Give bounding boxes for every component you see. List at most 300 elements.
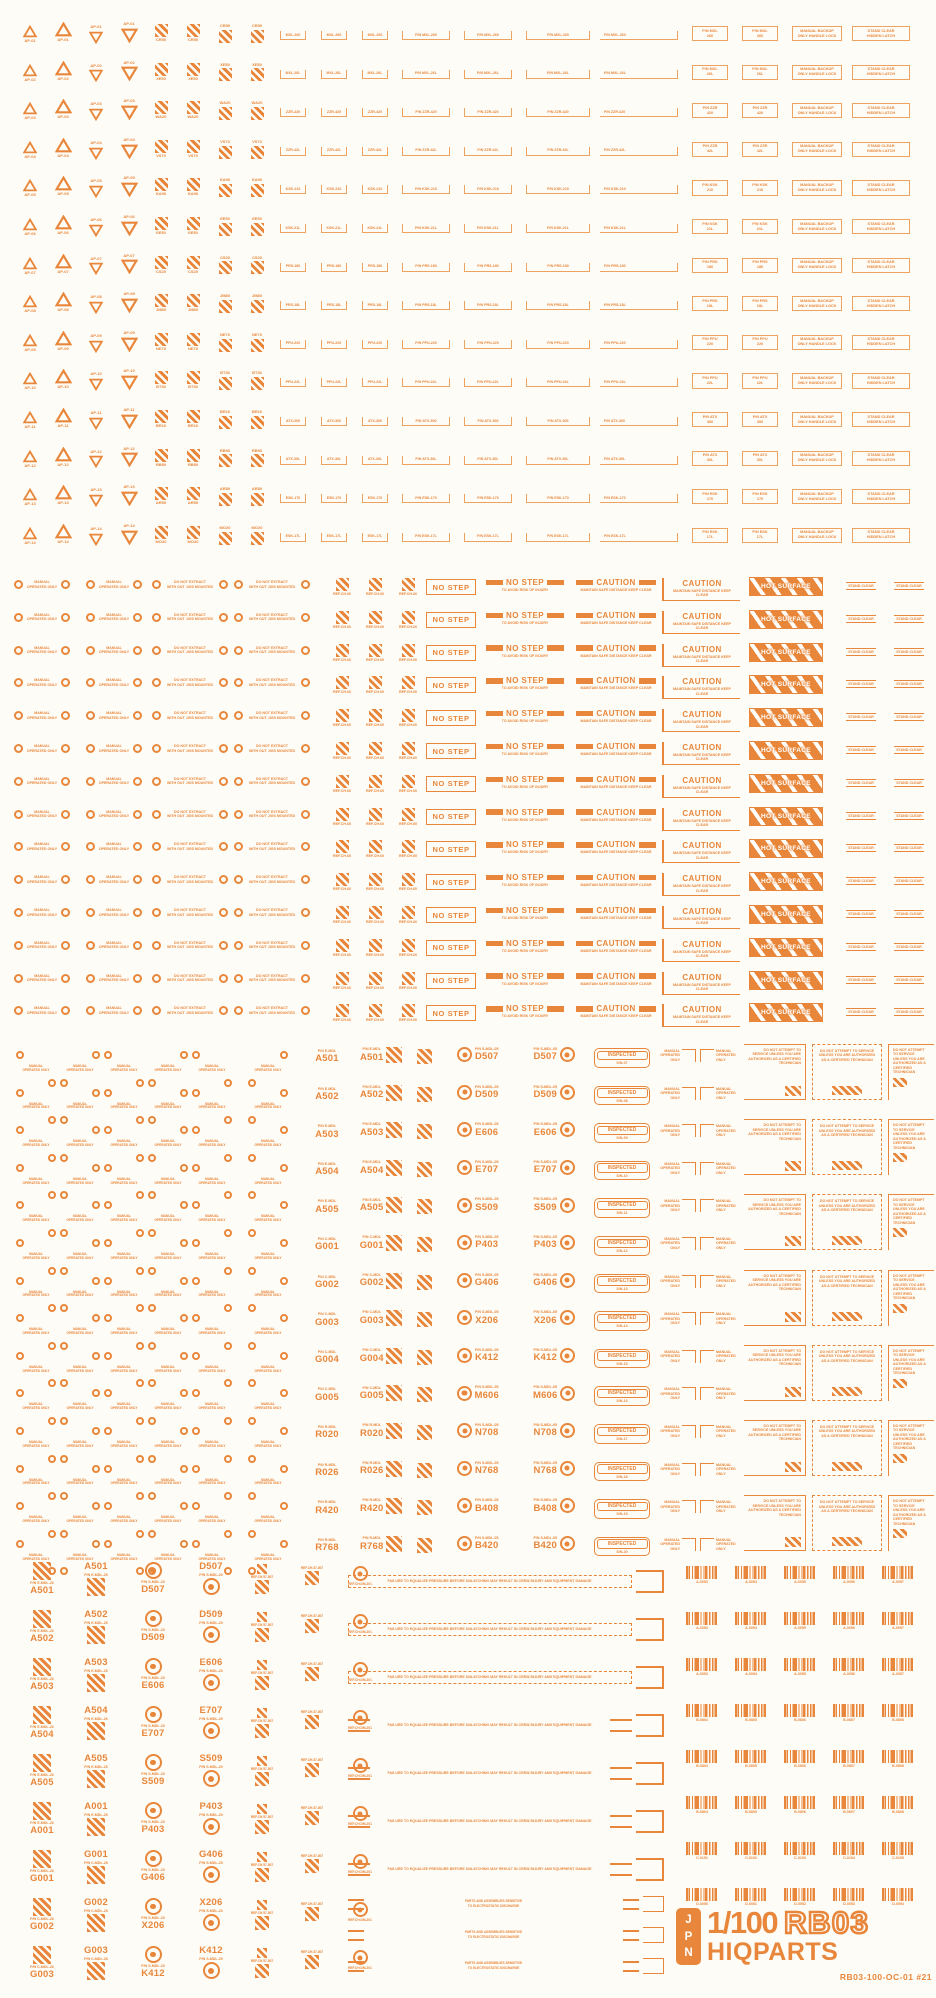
decal-text: P/N R-MDL xyxy=(317,1425,337,1429)
decal-text: P/N E-MDL-26 xyxy=(30,1725,54,1729)
bracket-part-label-wide: P/N PPU-220 xyxy=(526,340,590,349)
bullseye-part-stack-flipped xyxy=(184,1610,238,1643)
hazard-ref-label xyxy=(363,906,387,924)
hazard-stripes-icon xyxy=(785,1086,801,1096)
warning-triangle-up-small xyxy=(20,218,40,237)
hazard-square xyxy=(414,1425,434,1440)
decal-text: CS20 xyxy=(251,254,262,260)
hazard-code-label xyxy=(214,63,236,82)
ring-icon xyxy=(152,777,161,786)
ring-icon xyxy=(92,1352,100,1360)
decal-text: A501 xyxy=(359,1051,384,1063)
decal-text: A-0055 xyxy=(794,1580,806,1584)
hazard-stripes-icon xyxy=(402,578,415,591)
part-code-label xyxy=(306,1463,348,1478)
ring-icon xyxy=(180,1051,188,1059)
corner-bracket-icon xyxy=(682,1049,696,1062)
ring-icon xyxy=(92,1314,100,1322)
decal-text: G005 xyxy=(314,1391,340,1403)
hazard-square xyxy=(414,1124,434,1139)
hazard-stripes-icon xyxy=(369,709,382,722)
ring-icon xyxy=(180,1126,188,1134)
part-code-hazard-label xyxy=(352,1348,410,1364)
decal-text: P/N E-MDL xyxy=(362,1047,381,1052)
bullseye-icon xyxy=(457,1536,472,1551)
barcode-label xyxy=(684,1704,720,1722)
decal-text: JM80 xyxy=(187,307,198,313)
ring-icon xyxy=(92,1277,100,1285)
hazard-code-label xyxy=(182,63,204,82)
warning-triangle-down-large xyxy=(118,99,140,120)
bracket-part-label-wide: P/N MXL-260 xyxy=(464,31,512,40)
warning-triangle-down-icon xyxy=(121,452,138,467)
warning-triangle-up-large xyxy=(52,292,74,313)
hazard-code-label xyxy=(246,140,268,159)
caution-bracket-badge: CAUTION MAINTAIN SAFE DISTANCE KEEP CLEAR xyxy=(662,644,740,667)
decal-text: REF.CH.DM-201 xyxy=(348,1870,372,1874)
no-step-bars-badge: NO STEP TO AVOID RISK OF INJURY xyxy=(482,1004,568,1018)
hazard-stripes-icon xyxy=(155,333,168,346)
circle-pair-label xyxy=(152,1006,228,1015)
circle-pair-diagonal: MANUAL OPERATED ONLY xyxy=(14,1159,58,1205)
hazard-stripes-icon xyxy=(187,449,200,462)
decal-text: A-0057 xyxy=(892,1672,904,1676)
ring-icon xyxy=(133,711,142,720)
hazard-code-label xyxy=(214,333,236,352)
circle-pair-diagonal: MANUAL OPERATED ONLY xyxy=(246,1272,290,1318)
ring-icon xyxy=(152,646,161,655)
decal-text: REF.CH.57-807 xyxy=(250,1767,274,1771)
bullseye-part-label xyxy=(442,1047,514,1062)
barcode-label xyxy=(684,1842,720,1860)
hazard-stripes-icon xyxy=(219,493,232,506)
bracket-part-label-wide: P/N PRS-18L xyxy=(464,301,512,310)
hazard-stripes-icon xyxy=(369,972,382,985)
hazard-stripes-icon xyxy=(893,1228,907,1237)
ring-icon xyxy=(86,777,95,786)
ring-icon xyxy=(301,777,310,786)
hazard-stripes-icon xyxy=(155,487,168,500)
circle-pair-label xyxy=(86,646,142,655)
decal-text: MANUAL OPERATED ONLY xyxy=(26,809,58,819)
decal-text: REF.CH.60 xyxy=(366,690,384,695)
manual-corner-label xyxy=(652,1387,696,1400)
part-code-hazard-label xyxy=(352,1047,410,1063)
hazard-stripes-icon xyxy=(369,873,382,886)
hazard-ref-label xyxy=(363,644,387,662)
warning-triangle-down-icon xyxy=(89,262,103,275)
bullseye-icon xyxy=(560,1198,575,1213)
decal-text: P/N S-MDL-20 xyxy=(199,1668,223,1673)
bracket-mark-icon xyxy=(636,1666,664,1689)
decal-text: MANUAL OPERATED ONLY xyxy=(660,1161,680,1175)
bracket-part-label-wide: P/N ESK-17L xyxy=(526,533,590,542)
ring-icon xyxy=(92,1126,100,1134)
bullseye-part-label xyxy=(442,1235,514,1250)
ring-icon xyxy=(14,678,23,687)
bracket-part-label-wide: P/N ESK-170 xyxy=(526,494,590,503)
decal-text: MAINTAIN SAFE DISTANCE KEEP CLEAR xyxy=(580,850,652,855)
part-number-box: P/N MXL 26L xyxy=(692,65,728,80)
barcode-icon xyxy=(686,1704,718,1717)
decal-text: REF.CH.57-807 xyxy=(300,1662,324,1666)
inspected-badge: INSPECTED S/N-15 xyxy=(594,1349,650,1369)
ring-icon xyxy=(16,1277,24,1285)
decal-text: MANUAL OPERATED ONLY xyxy=(26,908,58,917)
hazard-stripes-icon xyxy=(386,1273,402,1289)
decal-text: P/N C-MDL xyxy=(317,1237,337,1241)
decal-text: G003 xyxy=(359,1314,384,1326)
hazard-stripes-icon xyxy=(785,1462,801,1472)
part-code-label xyxy=(306,1312,348,1327)
barcode-label xyxy=(733,1750,769,1768)
decal-text: MANUAL OPERATED ONLY xyxy=(98,776,130,786)
manual-corner-label xyxy=(700,1350,744,1363)
circle-pair-diagonal: MANUAL OPERATED ONLY xyxy=(58,1347,102,1393)
hazard-stripes-icon xyxy=(305,1667,319,1681)
decal-text: REF.CH.57-807 xyxy=(250,1575,274,1579)
stand-clear-box: STAND CLEAR HIDDEN LATCH xyxy=(852,219,910,234)
decal-text: REF.CH.57-807 xyxy=(250,1815,274,1819)
barcode-label xyxy=(733,1612,769,1630)
stand-clear-box: STAND CLEAR HIDDEN LATCH xyxy=(852,180,910,195)
warning-triangle-down-small xyxy=(86,450,106,469)
bar-icon xyxy=(547,908,564,914)
decal-text: WA20 xyxy=(251,100,263,106)
hazard-stripes-icon xyxy=(219,146,232,159)
decal-text: G002 xyxy=(29,1921,55,1933)
manual-corner-label xyxy=(652,1538,696,1551)
circle-pair-diagonal: MANUAL OPERATED ONLY xyxy=(146,1234,190,1280)
ring-icon xyxy=(92,1427,100,1435)
decal-text: MAINTAIN SAFE DISTANCE KEEP CLEAR xyxy=(580,1014,652,1019)
corner-bracket-icon xyxy=(682,1463,696,1476)
warning-triangle-up-icon xyxy=(23,334,37,347)
warning-triangle-down-icon xyxy=(121,182,138,197)
warning-triangle-up-large xyxy=(52,369,74,390)
stand-clear-box: STAND CLEAR HIDDEN LATCH xyxy=(852,258,910,273)
bullseye-icon xyxy=(457,1085,472,1100)
no-step-bars-badge: NO STEP TO AVOID RISK OF INJURY xyxy=(482,742,568,756)
bracket-mark-icon xyxy=(636,1810,664,1833)
warning-triangle-down-small xyxy=(86,257,106,276)
manual-corner-label xyxy=(652,1425,696,1438)
stand-clear-small-label: STAND CLEAR xyxy=(896,879,922,884)
ring-icon xyxy=(219,678,228,687)
warning-triangle-down-icon xyxy=(121,530,138,545)
decal-text: MANUAL OPERATED ONLY xyxy=(716,1049,736,1062)
hazard-ref-stack xyxy=(290,1614,334,1633)
decal-text: A505 xyxy=(315,1203,339,1215)
bullseye-icon xyxy=(457,1273,472,1288)
bullseye-part-stack xyxy=(126,1850,180,1883)
warning-triangle-up-icon xyxy=(55,176,72,191)
ring-icon xyxy=(61,744,70,753)
bracket-part-label-open: P/N MXL-26L xyxy=(600,70,678,79)
circle-pair-diagonal: MANUAL OPERATED ONLY xyxy=(102,1460,146,1506)
circle-pair-label xyxy=(14,908,70,917)
ring-icon xyxy=(14,842,23,851)
part-code-label xyxy=(306,1124,348,1139)
decal-text: X206 xyxy=(199,1897,223,1908)
hazard-stripes-icon xyxy=(33,1850,51,1868)
circle-pair-label xyxy=(14,580,70,589)
ring-icon xyxy=(152,941,161,950)
hazard-part-stack xyxy=(18,1610,66,1644)
decal-text: AP-09 xyxy=(90,332,102,338)
hazard-stripes-icon xyxy=(251,532,264,545)
ring-icon xyxy=(86,711,95,720)
hazard-code-label xyxy=(214,256,236,275)
ring-icon xyxy=(61,941,70,950)
ring-icon xyxy=(86,1006,95,1015)
warning-triangle-down-large xyxy=(118,485,140,506)
decal-text: REF.CH.60 xyxy=(399,756,417,760)
ring-icon xyxy=(133,842,142,851)
decal-text: B-0804 xyxy=(696,1764,708,1768)
ring-icon xyxy=(234,1006,243,1015)
warning-triangle-down-large xyxy=(118,331,140,352)
bullseye-part-label-mirrored xyxy=(518,1310,590,1325)
decal-text: P/N E-MDL xyxy=(362,1084,381,1089)
hot-surface-badge: HOT SURFACE xyxy=(750,675,822,694)
hazard-code-label xyxy=(214,140,236,159)
part-code-label xyxy=(306,1162,348,1177)
corner-bracket-icon xyxy=(700,1463,714,1476)
hazard-stripes-icon xyxy=(369,611,382,624)
ring-icon xyxy=(61,646,70,655)
bar-icon xyxy=(547,613,564,619)
decal-text: C-0195 xyxy=(892,1856,904,1860)
barcode-icon xyxy=(784,1888,816,1901)
hazard-stripes-icon xyxy=(257,1852,267,1862)
bullseye-part-stack-flipped xyxy=(184,1706,238,1739)
circle-pair-label xyxy=(86,875,142,884)
ring-icon xyxy=(180,1465,188,1473)
hazard-stripes-icon xyxy=(417,1124,432,1139)
part-number-box: P/N ESK 17L xyxy=(692,528,728,543)
decal-text: REF.CH.60 xyxy=(366,756,384,760)
decal-text: P/N S-MDL-05 xyxy=(533,1047,558,1051)
ring-icon xyxy=(301,744,310,753)
hazard-code-label xyxy=(246,256,268,275)
caution-bars-badge: CAUTION MAINTAIN SAFE DISTANCE KEEP CLEAR xyxy=(574,709,658,723)
part-code-label xyxy=(306,1425,348,1440)
decal-text: AP-06 xyxy=(57,230,69,235)
circle-pair-diagonal: MANUAL OPERATED ONLY xyxy=(190,1384,234,1430)
decal-text: P/N S-MDL-20 xyxy=(141,1724,165,1728)
decal-text: P/N E-MDL-26 xyxy=(30,1821,54,1825)
warning-triangle-down-icon xyxy=(121,144,138,159)
bullseye-part-label-mirrored xyxy=(518,1273,590,1288)
hazard-part-stack-flipped xyxy=(72,1946,120,1980)
bar-icon xyxy=(576,744,593,750)
hazard-stripes-icon xyxy=(336,873,349,886)
manual-backup-box: MANUAL BACKUP ONLY HANDLE LOCK xyxy=(792,180,842,195)
decal-text: MANUAL OPERATED ONLY xyxy=(26,678,58,687)
decal-text: REF.CH.60 xyxy=(333,821,351,826)
warning-triangle-up-icon xyxy=(23,372,37,385)
dash-mark-icon xyxy=(348,1815,370,1828)
hazard-ref-label xyxy=(363,1004,387,1022)
hazard-stripes-icon xyxy=(369,742,382,755)
circle-pair-diagonal: MANUAL OPERATED ONLY xyxy=(190,1046,234,1092)
hazard-ref-label xyxy=(330,840,354,858)
decal-text: K412 xyxy=(533,1352,557,1364)
bullseye-icon xyxy=(203,1626,220,1643)
decal-text: XE50 xyxy=(220,61,230,67)
ring-icon xyxy=(234,941,243,950)
decal-text: B420 xyxy=(533,1540,557,1552)
decal-text: MANUAL OPERATED ONLY xyxy=(660,1462,680,1476)
barcode-label xyxy=(733,1566,769,1584)
ring-icon xyxy=(234,678,243,687)
bar-icon xyxy=(547,875,564,881)
decal-text: AP-12 xyxy=(24,462,36,468)
stand-clear-small-label: STAND CLEAR xyxy=(896,682,922,687)
barcode-label xyxy=(831,1888,867,1906)
bracket-part-label-wide: P/N PRS-18L xyxy=(526,301,590,310)
bar-icon xyxy=(576,809,593,815)
decal-text: P/N E-MDL xyxy=(362,1197,381,1202)
bullseye-part-label-mirrored xyxy=(518,1235,590,1250)
hot-surface-badge: HOT SURFACE xyxy=(750,839,822,858)
hazard-stripes-icon xyxy=(187,140,200,153)
decal-text: DO NOT EXTRACT WITH OUT JIGS MOUNTED xyxy=(248,612,296,622)
warning-triangle-up-icon xyxy=(55,524,72,539)
ring-icon xyxy=(104,1089,112,1097)
hazard-ref-label xyxy=(330,676,354,694)
hazard-stripes-icon xyxy=(187,526,200,539)
decal-text: C-0192 xyxy=(745,1856,757,1860)
decal-text: P/N S-MDL-20 xyxy=(199,1812,223,1817)
bar-icon xyxy=(547,678,564,684)
ring-icon xyxy=(219,580,228,589)
circle-pair-diagonal: MANUAL OPERATED ONLY xyxy=(246,1384,290,1430)
decal-text: K412 xyxy=(141,1968,165,1980)
barcode-icon xyxy=(735,1842,767,1855)
circle-pair-diagonal: MANUAL OPERATED ONLY xyxy=(246,1046,290,1092)
hazard-stripes-icon xyxy=(785,1537,801,1547)
hazard-stripes-icon xyxy=(257,1756,267,1766)
warning-triangle-down-small xyxy=(86,141,106,160)
decal-text: P/N S-MDL-05 xyxy=(474,1197,499,1202)
decal-text: S509 xyxy=(141,1776,165,1788)
part-number-box: P/N KSK 21L xyxy=(692,219,728,234)
circle-pair-label xyxy=(86,810,142,819)
circle-pair-label xyxy=(152,613,228,622)
hazard-stripes-icon xyxy=(832,1312,862,1321)
circle-pair-label xyxy=(86,941,142,950)
decal-text: DO NOT EXTRACT WITH OUT JIGS MOUNTED xyxy=(248,809,296,819)
decal-text: REF.CH.57-807 xyxy=(250,1623,274,1627)
circle-pair-diagonal: MANUAL OPERATED ONLY xyxy=(146,1497,190,1543)
warning-triangle-up-icon xyxy=(23,527,37,540)
corner-bracket-icon xyxy=(682,1087,696,1100)
circle-pair-label xyxy=(234,678,310,687)
decal-text: AP-03 xyxy=(24,115,36,121)
barcode-icon xyxy=(882,1612,914,1625)
hazard-stripes-icon xyxy=(87,1818,105,1836)
decal-text: CS20 xyxy=(155,268,166,274)
warning-triangle-up-small xyxy=(20,141,40,160)
bullseye-part-stack xyxy=(126,1610,180,1643)
bullseye-part-label xyxy=(442,1310,514,1325)
bracket-part-label-wide: P/N PPU-22L xyxy=(526,378,590,387)
bullseye-icon xyxy=(145,1610,162,1627)
ring-icon xyxy=(61,875,70,884)
ring-icon xyxy=(301,1006,310,1015)
service-warning-block xyxy=(888,1495,934,1551)
bullseye-icon xyxy=(560,1461,575,1476)
decal-text: D509 xyxy=(199,1609,223,1620)
stand-clear-small-label: STAND CLEAR xyxy=(848,846,874,851)
hazard-ref-label xyxy=(330,906,354,924)
circle-pair-label xyxy=(234,842,310,851)
manual-corner-label xyxy=(700,1087,744,1100)
circle-pair-diagonal: MANUAL OPERATED ONLY xyxy=(146,1347,190,1393)
decal-text: AP-06 xyxy=(123,214,135,219)
decal-text: AP-02 xyxy=(57,75,69,81)
hazard-stripes-icon xyxy=(417,1237,432,1252)
hazard-stripes-icon xyxy=(257,1804,267,1814)
decal-text: REF.CH.60 xyxy=(366,887,384,892)
hazard-code-label xyxy=(182,487,204,506)
hazard-stripes-icon xyxy=(386,1160,402,1176)
decal-text: E707 xyxy=(475,1164,499,1176)
ring-icon xyxy=(234,646,243,655)
ring-icon xyxy=(152,678,161,687)
bracket-part-label: KSK-210 xyxy=(280,185,306,194)
bar-icon xyxy=(486,941,503,947)
decal-text: AP-08 xyxy=(24,308,36,314)
decal-text: DO NOT ATTEMPT TO SERVICE UNLESS YOU ARE AUTHORIZED AS A CERTIFIED TECHNICIAN xyxy=(818,1049,876,1062)
bullseye-part-label xyxy=(442,1197,514,1212)
hazard-stripes-icon xyxy=(369,578,382,591)
hazard-ref-label xyxy=(363,808,387,826)
corner-bracket-icon xyxy=(700,1538,714,1551)
bullseye-part-label xyxy=(442,1273,514,1288)
circle-pair-diagonal: MANUAL OPERATED ONLY xyxy=(14,1084,58,1130)
bar-icon xyxy=(576,842,593,848)
bullseye-part-label-mirrored xyxy=(518,1047,590,1062)
decal-text: P/N C-MDL-26 xyxy=(84,1908,108,1913)
hazard-stripes-icon xyxy=(417,1049,432,1064)
hazard-stripes-icon xyxy=(251,146,264,159)
decal-text: K412 xyxy=(199,1945,223,1956)
hazard-stripes-icon xyxy=(417,1425,432,1440)
decal-text: DO NOT EXTRACT WITH OUT JIGS MOUNTED xyxy=(166,940,214,950)
decal-text: P/N S-MDL-05 xyxy=(533,1535,558,1540)
ring-icon xyxy=(152,711,161,720)
decal-text: AR50 xyxy=(251,486,263,492)
decal-text: P/N S-MDL-20 xyxy=(141,1580,165,1584)
decal-text: KA90 xyxy=(155,191,167,197)
part-number-box: P/N ATX 300 xyxy=(742,412,778,427)
decal-text: MAINTAIN SAFE DISTANCE KEEP CLEAR xyxy=(580,784,652,789)
warning-triangle-down-icon xyxy=(121,259,138,274)
hazard-stripes-icon xyxy=(33,1898,51,1916)
ring-icon xyxy=(16,1126,24,1134)
ring-icon xyxy=(133,810,142,819)
hazard-code-label xyxy=(246,487,268,506)
brand-name-text: HIQPARTS xyxy=(707,1938,839,1967)
manual-corner-label xyxy=(700,1463,744,1476)
ring-icon xyxy=(219,842,228,851)
bar-icon xyxy=(486,580,503,586)
ring-icon xyxy=(152,908,161,917)
hazard-ref-stack xyxy=(240,1804,284,1834)
